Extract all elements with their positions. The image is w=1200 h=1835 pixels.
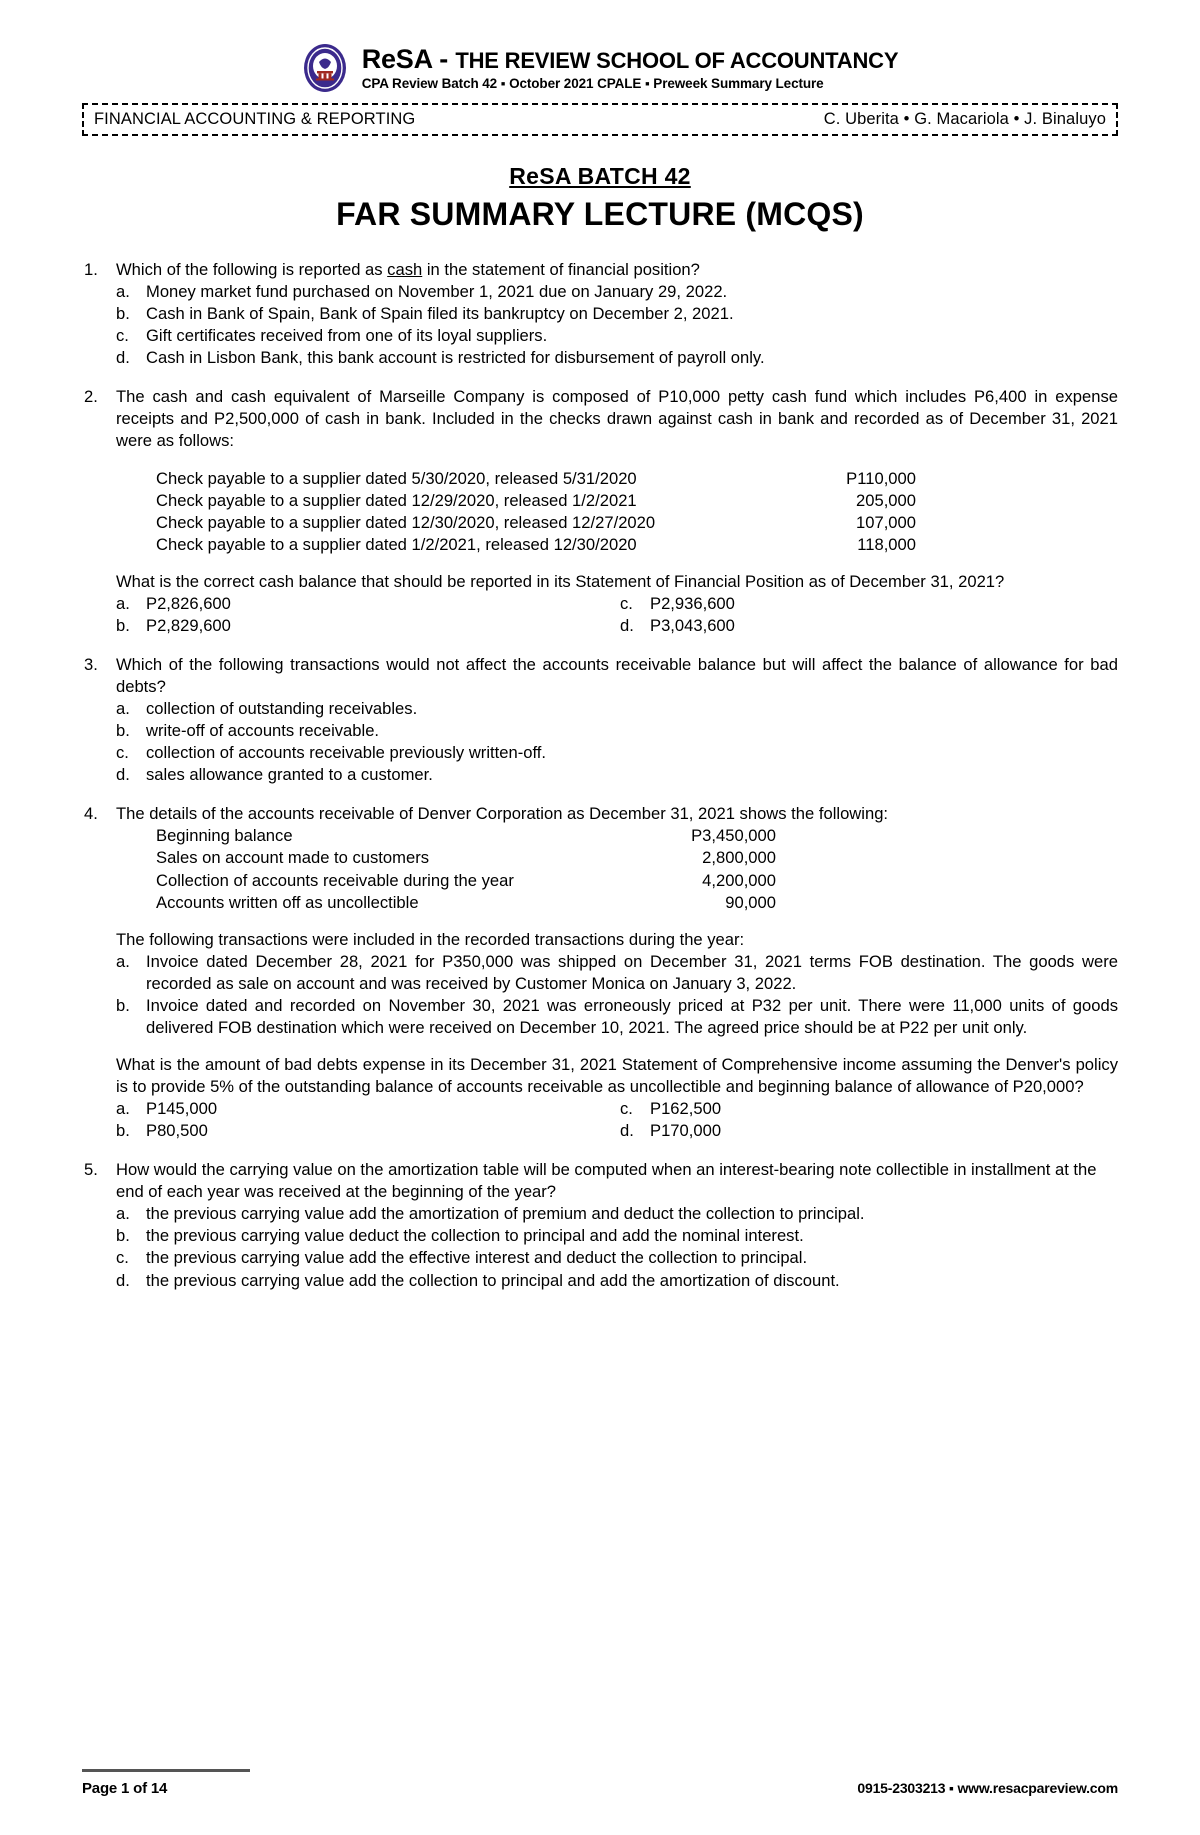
masthead-text <box>362 45 899 90</box>
choice-letter: c. <box>116 1248 129 1268</box>
choice-letter: c. <box>116 326 129 346</box>
table-row <box>156 870 776 892</box>
question-stem: How would the carrying value on the amortization table will be computed when an interest-bearing note collectible in installment at the end of each year was received at the beginning of the year? <box>116 1160 1097 1202</box>
choice-d[interactable] <box>116 764 1118 786</box>
row-label: Check payable to a supplier dated 5/30/2020, released 5/31/2020 <box>156 468 637 488</box>
question-4 <box>82 803 1118 1142</box>
choice-text: P162,500 <box>650 1099 722 1119</box>
row-label: Check payable to a supplier dated 12/30/2020, released 12/27/2020 <box>156 512 656 532</box>
choice-row <box>116 593 1118 615</box>
stem-part-2: in the statement of financial position? <box>422 260 700 279</box>
choice-text: collection of outstanding receivables. <box>146 699 418 719</box>
question-stem: Which of the following transactions would not affect the accounts receivable balance but will affect the balance of allowance for bad debts? <box>116 654 1118 696</box>
question-1 <box>82 259 1118 369</box>
brand-main: ReSA <box>361 44 432 75</box>
choice-a[interactable] <box>116 1098 614 1120</box>
question-stem <box>116 259 1118 281</box>
choice-text: Cash in Lisbon Bank, this bank account is restricted for disbursement of payroll only. <box>146 348 765 368</box>
choice-b[interactable] <box>116 1225 1118 1247</box>
row-label: Collection of accounts receivable during the year <box>156 870 514 890</box>
choice-text: P2,829,600 <box>146 615 231 635</box>
choice-letter: d. <box>116 348 130 368</box>
choice-list <box>116 281 1118 369</box>
question-number: 1. <box>84 260 98 279</box>
choice-letter: b. <box>116 1226 130 1246</box>
choice-text: write-off of accounts receivable. <box>146 721 380 741</box>
choice-text: P3,043,600 <box>650 615 735 635</box>
choice-text: the previous carrying value add the amortization of premium and deduct the collection to principal. <box>146 1204 865 1224</box>
choice-text: collection of accounts receivable previously written-off. <box>146 743 546 763</box>
question-number: 3. <box>84 654 98 674</box>
footer-divider <box>82 1769 250 1772</box>
row-amount: 4,200,000 <box>702 870 776 890</box>
choice-text: P2,826,600 <box>146 593 231 613</box>
choice-text: Gift certificates received from one of its loyal suppliers. <box>146 326 548 346</box>
batch-title-text: ReSA BATCH 42 <box>509 163 691 189</box>
table-row <box>156 534 916 556</box>
row-label: Accounts written off as uncollectible <box>156 892 419 912</box>
row-label: Check payable to a supplier dated 1/2/2021, released 12/30/2020 <box>156 534 637 554</box>
choice-letter: d. <box>116 765 130 785</box>
choice-d[interactable] <box>614 615 1118 637</box>
brand-dash: - <box>431 44 456 75</box>
choice-letter: c. <box>116 743 129 763</box>
subject-label: FINANCIAL ACCOUNTING & REPORTING <box>94 109 416 128</box>
page-footer <box>82 1769 1118 1835</box>
question-number: 4. <box>84 804 98 824</box>
choice-list <box>116 698 1118 786</box>
subject-bar <box>82 103 1118 136</box>
table-row <box>156 847 776 869</box>
choice-letter: d. <box>620 615 634 635</box>
stem-underlined-term: cash <box>387 260 423 279</box>
choice-d[interactable] <box>614 1120 1118 1142</box>
choice-letter: b. <box>116 615 130 635</box>
table-row <box>156 825 776 847</box>
choice-list <box>116 1098 1118 1142</box>
choice-b[interactable] <box>116 615 614 637</box>
choice-letter: a. <box>116 699 130 719</box>
brand-subtitle: CPA Review Batch 42 ▪ October 2021 CPALE ▪ Preweek Summary Lecture <box>361 75 824 91</box>
choice-row <box>116 1098 1118 1120</box>
row-label: Sales on account made to customers <box>156 848 430 868</box>
choice-d[interactable] <box>116 1270 1118 1292</box>
choice-list <box>116 1203 1118 1291</box>
choice-text: P170,000 <box>650 1121 722 1141</box>
batch-title <box>82 163 1118 190</box>
choice-row <box>116 615 1118 637</box>
choice-b[interactable] <box>116 1120 614 1142</box>
row-amount: P110,000 <box>846 468 916 488</box>
choice-letter: a. <box>116 593 130 613</box>
choice-c[interactable] <box>116 742 1118 764</box>
table-row <box>156 512 916 534</box>
table-row <box>156 468 916 490</box>
choice-c[interactable] <box>116 1247 1118 1269</box>
choice-b[interactable] <box>116 303 1118 325</box>
choice-text: the previous carrying value add the collection to principal and add the amortization of discount. <box>146 1270 840 1290</box>
transactions-lead-in: The following transactions were included in the recorded transactions during the year: <box>116 929 745 949</box>
sub-item-text: Invoice dated and recorded on November 30, 2021 was erroneously priced at P32 per unit. There were 11,000 units of goods delivered FOB destination which were received on December 10, 2021. The agreed price should be at P22 per unit only. <box>146 995 1118 1037</box>
question-followup: What is the amount of bad debts expense in its December 31, 2021 Statement of Comprehensive income assuming the Denver's policy is to provide 5% of the outstanding balance of accounts receivable as uncollectible and beginning balance of allowance of P20,000? <box>116 1054 1118 1096</box>
row-label: Beginning balance <box>156 826 293 846</box>
choice-letter: b. <box>116 721 130 741</box>
choice-letter: c. <box>620 593 633 613</box>
choice-b[interactable] <box>116 720 1118 742</box>
question-2 <box>82 386 1118 637</box>
choice-letter: c. <box>620 1099 633 1119</box>
page-title: FAR SUMMARY LECTURE (MCQS) <box>336 196 864 232</box>
choice-a[interactable] <box>116 698 1118 720</box>
choice-text: the previous carrying value add the effective interest and deduct the collection to principal. <box>146 1248 808 1268</box>
sub-item-letter: a. <box>116 951 130 971</box>
footer-row <box>82 1780 1118 1797</box>
choice-text: P80,500 <box>146 1121 208 1141</box>
row-label: Check payable to a supplier dated 12/29/2020, released 1/2/2021 <box>156 490 637 510</box>
sub-item-letter: b. <box>116 995 130 1015</box>
page-number-label: Page 1 of 14 <box>82 1780 168 1797</box>
sub-item-list <box>116 951 1118 1039</box>
sub-item-b <box>116 995 1118 1039</box>
choice-text: the previous carrying value deduct the collection to principal and add the nominal interest. <box>146 1226 804 1246</box>
choice-c[interactable] <box>614 1098 1118 1120</box>
row-amount: P3,450,000 <box>691 826 776 846</box>
check-table <box>156 468 916 556</box>
question-number: 5. <box>84 1160 98 1180</box>
question-number: 2. <box>84 387 98 407</box>
choice-c[interactable] <box>116 325 1118 347</box>
question-stem: The cash and cash equivalent of Marseille Company is composed of P10,000 petty cash fund which includes P6,400 in expense receipts and P2,500,000 of cash in bank. Included in the checks drawn against cash in bank and recorded as of December 31, 2021 were as follows: <box>116 387 1118 451</box>
stem-part-1: Which of the following is reported as <box>116 260 388 279</box>
row-amount: 2,800,000 <box>702 848 776 868</box>
question-list <box>82 259 1118 1292</box>
brand-rest: THE REVIEW SCHOOL OF ACCOUNTANCY <box>455 48 899 74</box>
choice-a[interactable] <box>116 593 614 615</box>
brand-title <box>362 45 899 73</box>
question-3 <box>82 654 1118 786</box>
question-5 <box>82 1159 1118 1291</box>
footer-contact: 0915-2303213 ▪ www.resacpareview.com <box>857 1780 1118 1796</box>
choice-letter: b. <box>116 1121 130 1141</box>
choice-letter: b. <box>116 304 130 324</box>
choice-list <box>116 593 1118 637</box>
accounts-receivable-table <box>156 825 776 913</box>
masthead <box>82 0 1118 94</box>
choice-a[interactable] <box>116 281 1118 303</box>
choice-letter: a. <box>116 282 130 302</box>
choice-d[interactable] <box>116 347 1118 369</box>
resa-seal-icon <box>302 42 348 94</box>
question-stem: The details of the accounts receivable of Denver Corporation as December 31, 2021 shows the following: <box>116 804 889 824</box>
choice-letter: d. <box>620 1121 634 1141</box>
choice-text: P2,936,600 <box>650 593 735 613</box>
choice-text: Money market fund purchased on November 1, 2021 due on January 29, 2022. <box>146 282 728 302</box>
row-amount: 107,000 <box>856 512 916 532</box>
choice-letter: a. <box>116 1099 130 1119</box>
sub-item-a <box>116 951 1118 995</box>
choice-text: Cash in Bank of Spain, Bank of Spain filed its bankruptcy on December 2, 2021. <box>146 304 734 324</box>
sub-item-text: Invoice dated December 28, 2021 for P350,000 was shipped on December 31, 2021 terms FOB destination. The goods were recorded as sale on account and was received by Customer Monica on January 3, 2022. <box>146 951 1118 993</box>
row-amount: 118,000 <box>857 534 916 554</box>
row-amount: 205,000 <box>856 490 916 510</box>
table-row <box>156 490 916 512</box>
choice-letter: a. <box>116 1204 130 1224</box>
row-amount: 90,000 <box>725 892 776 912</box>
table-row <box>156 892 776 914</box>
choice-letter: d. <box>116 1270 130 1290</box>
choice-c[interactable] <box>614 593 1118 615</box>
page-content <box>82 0 1118 1292</box>
choice-a[interactable] <box>116 1203 1118 1225</box>
choice-row <box>116 1120 1118 1142</box>
question-followup: What is the correct cash balance that should be reported in its Statement of Financial Position as of December 31, 2021? <box>116 571 1005 591</box>
choice-text: sales allowance granted to a customer. <box>146 765 433 785</box>
instructors-label: C. Uberita • G. Macariola • J. Binaluyo <box>823 109 1106 128</box>
choice-text: P145,000 <box>146 1099 218 1119</box>
